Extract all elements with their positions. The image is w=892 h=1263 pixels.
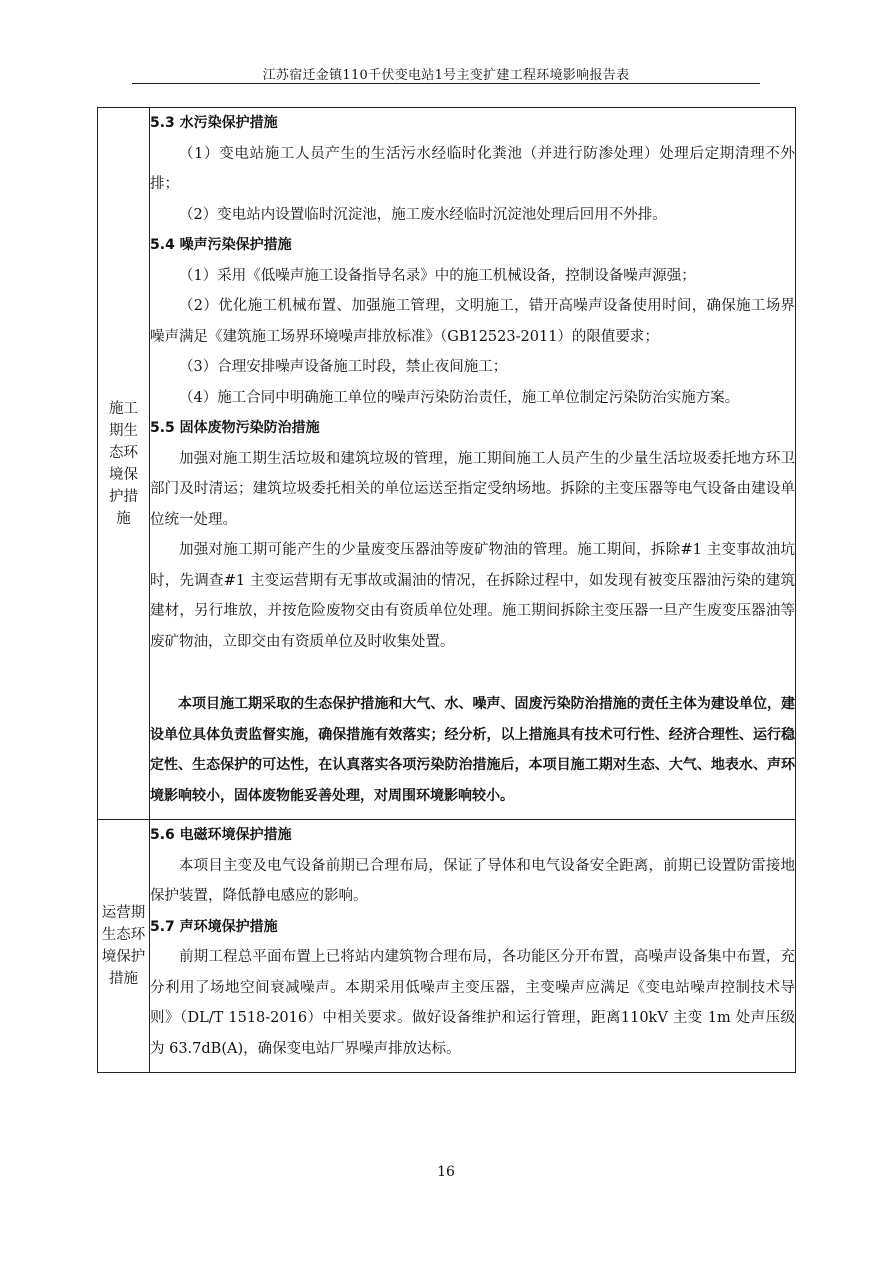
- page-number: 16: [437, 1164, 455, 1180]
- row-label-cell: [98, 108, 150, 820]
- section-title: 5.7 声环境保护措施: [150, 918, 278, 935]
- paragraph: 本项目主变及电气设备前期已合理布局，保证了导体和电气设备安全距离，前期已设置防雷接地保护装置，降低静电感应的影响。: [150, 857, 795, 904]
- paragraph: 前期工程总平面布置上已将站内建筑物合理布局，各功能区分开布置，高噪声设备集中布置，充分利用了场地空间衰减噪声。本期采用低噪声主变压器，主变噪声应满足《变电站噪声控制技术导则》（DL/T 1518-2016）中相关要求。做好设备维护和运行管理，距离110kV 主变 1m 处声压级为 63.7dB(A)，确保变电站厂界噪声排放达标。: [150, 949, 795, 1057]
- paragraph: （4）施工合同中明确施工单位的噪声污染防治责任，施工单位制定污染防治实施方案。: [179, 389, 740, 406]
- table-row-operation: [98, 820, 796, 1073]
- row-label: 施工期生态环境保护措施: [109, 400, 138, 527]
- conclusion-paragraph: 本项目施工期采取的生态保护措施和大气、水、噪声、固废污染防治措施的责任主体为建设单位，建设单位具体负责监督实施，确保措施有效落实；经分析，以上措施具有技术可行性、经济合理性、运行稳定性、生态保护的可达性，在认真落实各项污染防治措施后，本项目施工期对生态、大气、地表水、声环境影响较小，固体废物能妥善处理，对周围环境影响较小。: [150, 696, 795, 804]
- measures-table: [97, 107, 796, 1073]
- spacer: [150, 657, 795, 689]
- row-content-cell: [150, 820, 796, 1073]
- paragraph: 加强对施工期可能产生的少量废变压器油等废矿物油的管理。施工期间，拆除#1 主变事故油坑时，先调查#1 主变运营期有无事故或漏油的情况，在拆除过程中，如发现有被变压器油污染的建筑建材，另行堆放，并按危险废物交由有资质单位处理。施工期间拆除主变压器一旦产生废变压器油等废矿物油，立即交由有资质单位及时收集处置。: [150, 542, 795, 650]
- section-title: 5.3 水污染保护措施: [150, 115, 278, 131]
- section-title: 5.6 电磁环境保护措施: [150, 827, 292, 843]
- paragraph: （1）变电站施工人员产生的生活污水经临时化粪池（并进行防渗处理）处理后定期清理不外排；: [150, 145, 795, 192]
- document-header: 江苏宿迁金镇110千伏变电站1号主变扩建工程环境影响报告表: [262, 68, 630, 83]
- row-label: 运营期生态环境保护措施: [101, 905, 146, 987]
- paragraph: （3）合理安排噪声设备施工时段，禁止夜间施工；: [179, 359, 508, 375]
- table-row-construction: [98, 108, 796, 820]
- paragraph: （2）变电站内设置临时沉淀池，施工废水经临时沉淀池处理后回用不外排。: [179, 206, 667, 223]
- section-title: 5.4 噪声污染保护措施: [150, 237, 292, 253]
- header-rule: [132, 83, 760, 84]
- section-title: 5.5 固体废物污染防治措施: [150, 420, 320, 436]
- row-content-cell: [150, 108, 796, 820]
- row-label-cell: [98, 820, 150, 1073]
- paragraph: 加强对施工期生活垃圾和建筑垃圾的管理，施工期间施工人员产生的少量生活垃圾委托地方环卫部门及时清运；建筑垃圾委托相关的单位运送至指定受纳场地。拆除的主变压器等电气设备由建设单位统一处理。: [150, 450, 795, 528]
- paragraph: （1）采用《低噪声施工设备指导名录》中的施工机械设备，控制设备噪声源强；: [179, 267, 696, 284]
- paragraph: （2）优化施工机械布置、加强施工管理，文明施工，错开高噪声设备使用时间，确保施工场界噪声满足《建筑施工场界环境噪声排放标准》（GB12523-2011）的限值要求；: [150, 298, 795, 345]
